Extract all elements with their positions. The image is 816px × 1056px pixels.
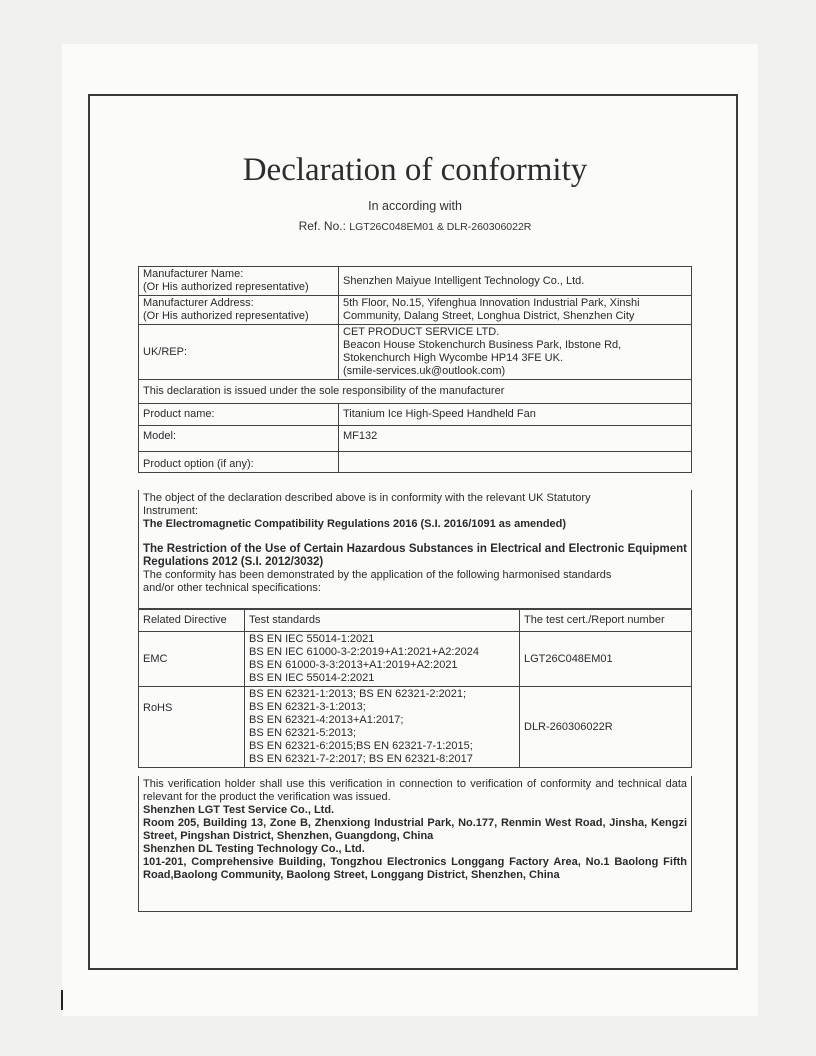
manufacturer-table (138, 266, 692, 473)
label-line: (Or His authorized representative) (143, 281, 309, 293)
standards-table (138, 609, 692, 768)
standard-item: BS EN 62321-6:2015;BS EN 62321-7-1:2015; (249, 740, 473, 752)
manufacturer-name-value: Shenzhen Maiyue Intelligent Technology Co., Ltd. (339, 267, 692, 296)
document-subtitle: In according with (368, 199, 462, 213)
report-emc: LGT26C048EM01 (520, 632, 692, 687)
header-directive: Related Directive (139, 610, 245, 632)
directive-rohs: RoHS (139, 687, 245, 768)
reference-number (100, 219, 730, 233)
lab-2-name: Shenzhen DL Testing Technology Co., Ltd. (143, 843, 365, 855)
conformity-line: Instrument: (143, 505, 199, 517)
standard-item: BS EN 61000-3-3:2013+A1:2019+A2:2021 (249, 659, 458, 671)
manufacturer-address-label (139, 296, 339, 325)
rohs-regulation: The Restriction of the Use of Certain Hazardous Substances in Electrical and Electronic Equipment Regulations 2012 (S.I. 2012/3032) (143, 543, 687, 568)
product-option-row (139, 452, 692, 473)
manufacturer-address-row (139, 296, 692, 325)
model-label: Model: (139, 426, 339, 452)
header-standards: Test standards (245, 610, 520, 632)
ukrep-line: CET PRODUCT SERVICE LTD. (343, 326, 500, 338)
emc-regulation: The Electromagnetic Compatibility Regulations 2016 (S.I. 2016/1091 as amended) (143, 518, 567, 530)
declaration-row (139, 380, 692, 404)
standards-emc (245, 632, 520, 687)
conformity-line: The object of the declaration described above is in conformity with the relevant UK Statutory (143, 492, 591, 504)
product-name-row (139, 404, 692, 426)
ukrep-value (339, 325, 692, 380)
ukrep-line: Beacon House Stokenchurch Business Park, Ibstone Rd, (343, 339, 622, 351)
standards-intro: The conformity has been demonstrated by the application of the following harmonised standards (143, 569, 612, 581)
manufacturer-address-value (339, 296, 692, 325)
label-line: Manufacturer Name: (143, 268, 244, 280)
address-line: Community, Dalang Street, Longhua District, Shenzhen City (343, 310, 635, 322)
product-name-value: Titanium Ice High-Speed Handheld Fan (339, 404, 692, 426)
standard-item: BS EN 62321-1:2013; BS EN 62321-2:2021; (249, 688, 467, 700)
lab-1-name: Shenzhen LGT Test Service Co., Ltd. (143, 804, 335, 816)
ref-label: Ref. No.: (298, 219, 350, 233)
report-rohs: DLR-260306022R (520, 687, 692, 768)
standard-item: BS EN 62321-7-2:2017; BS EN 62321-8:2017 (249, 753, 473, 765)
lab-2-address: 101-201, Comprehensive Building, Tongzhou Electronics Longgang Factory Area, No.1 Baolong Fifth Road,Baolong Community, Baolong Street, Longgang District, Shenzhen, China (143, 856, 687, 881)
edge-mark (61, 990, 63, 1010)
ukrep-row (139, 325, 692, 380)
product-option-label: Product option (if any): (139, 452, 339, 473)
label-line: Manufacturer Address: (143, 297, 254, 309)
model-row (139, 426, 692, 452)
ukrep-line: (smile-services.uk@outlook.com) (343, 365, 506, 377)
standard-item: BS EN IEC 55014-2:2021 (249, 672, 375, 684)
product-option-value (339, 452, 692, 473)
standard-item: BS EN IEC 55014-1:2021 (249, 633, 375, 645)
address-line: 5th Floor, No.15, Yifenghua Innovation Industrial Park, Xinshi (343, 297, 640, 309)
ukrep-label: UK/REP: (139, 325, 339, 380)
conformity-statement (138, 490, 692, 609)
directive-emc: EMC (139, 632, 245, 687)
verification-block (138, 776, 692, 912)
manufacturer-name-row (139, 267, 692, 296)
header-report: The test cert./Report number (520, 610, 692, 632)
table-row (139, 632, 692, 687)
table-row (139, 687, 692, 768)
standards-header-row (139, 610, 692, 632)
standards-intro: and/or other technical specifications: (143, 582, 321, 594)
document-title: Declaration of conformity (242, 152, 588, 188)
declaration-statement: This declaration is issued under the sole responsibility of the manufacturer (139, 380, 692, 404)
label-line: (Or His authorized representative) (143, 310, 309, 322)
standard-item: BS EN IEC 61000-3-2:2019+A1:2021+A2:2024 (249, 646, 479, 658)
product-name-label: Product name: (139, 404, 339, 426)
ref-value: LGT26C048EM01 & DLR-260306022R (349, 221, 532, 233)
verification-statement: This verification holder shall use this verification in connection to verification of conformity and technical data relevant for the product the verification was issued. (143, 778, 687, 803)
lab-1-address: Room 205, Building 13, Zone B, Zhenxiong Industrial Park, No.177, Renmin West Road, Jinsha, Kengzi Street, Pingshan District, Shenzhen, Guangdong, China (143, 817, 687, 842)
standards-rohs (245, 687, 520, 768)
ukrep-line: Stokenchurch High Wycombe HP14 3FE UK. (343, 352, 563, 364)
model-value: MF132 (339, 426, 692, 452)
standard-item: BS EN 62321-5:2013; (249, 727, 357, 739)
standard-item: BS EN 62321-3-1:2013; (249, 701, 366, 713)
manufacturer-name-label (139, 267, 339, 296)
standard-item: BS EN 62321-4:2013+A1:2017; (249, 714, 404, 726)
